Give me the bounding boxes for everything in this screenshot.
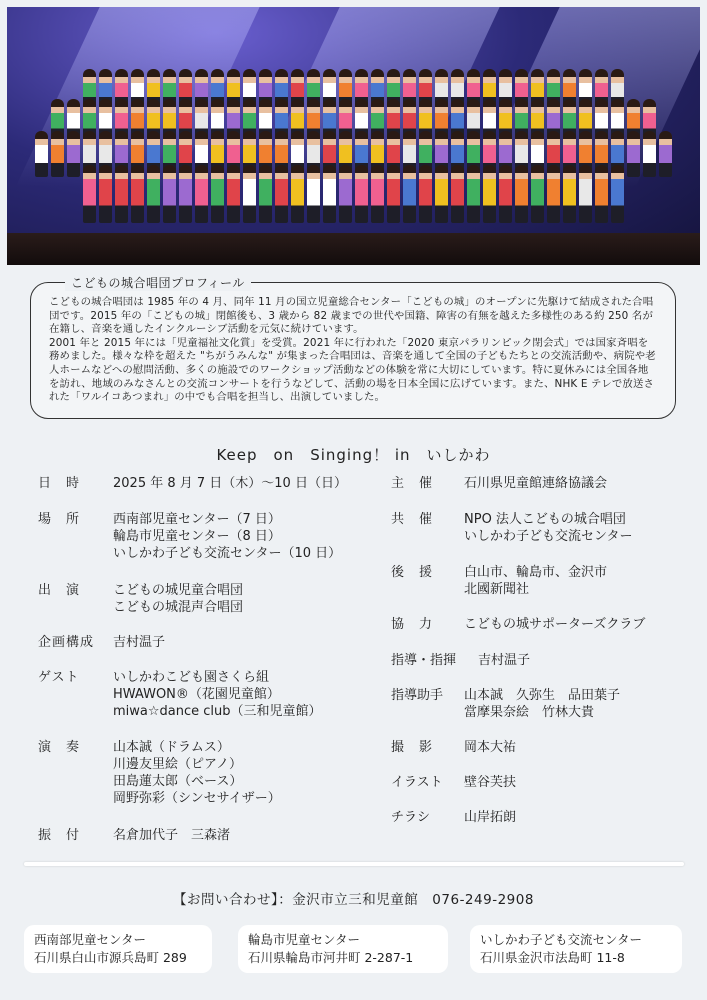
profile-paragraph: 2001 年と 2015 年には「児童福祉文化賞」を受賞。2021 年に行われた「2020 東京パラリンピック閉会式」では国家斉唱を務めました。様々な枠を超えた "ちがうみんな" が集まった合唱団は、音楽を通して全国の子どもたちとの交流活動や、病院や老人ホームなどへの慰問活動、多くの施設でのワークショップ活動などの体験を常に大切にしています。特に夏休みには全国各地を訪れ、地域のみなさんとの交流コンサートを行うなどして、活動の場を日本全国に広げています。また、NHK E テレで放送された「ワルイコあつまれ」の中でも合唱を担当し、出演していました。 (49, 336, 656, 404)
detail-value: 山本誠（ドラムス） 川邊友里絵（ピアノ） 田島蓮太郎（ベース） 岡野弥彩（シンセサイザー） (113, 740, 281, 806)
detail-label: 振 付 (38, 828, 81, 843)
choir-member (243, 165, 256, 223)
detail-value: 名倉加代子 三森渚 (113, 828, 231, 843)
stage-floor (7, 233, 700, 265)
choir-member (499, 165, 512, 223)
detail-label: 撮 影 (391, 740, 434, 755)
detail-value: NPO 法人こどもの城合唱団 いしかわ子ども交流センター (464, 512, 633, 544)
detail-label: 共 催 (391, 512, 434, 527)
choir-member (563, 165, 576, 223)
divider (24, 862, 684, 866)
detail-label: チラシ (391, 810, 431, 825)
detail-label: 出 演 (38, 583, 81, 598)
choir-member (467, 165, 480, 223)
choir-photo (7, 7, 700, 265)
venue-card (470, 925, 682, 973)
profile-box (30, 276, 676, 419)
event-title: Keep on Singing！ in いしかわ (216, 446, 491, 464)
choir-member (307, 165, 320, 223)
detail-value: こどもの城サポーターズクラブ (464, 617, 646, 632)
detail-label: ゲスト (38, 670, 80, 685)
detail-label: 後 援 (391, 565, 434, 580)
choir-member (163, 165, 176, 223)
venue-name: 西南部児童センター (34, 932, 147, 947)
detail-label: 主 催 (391, 476, 434, 491)
choir-member (179, 165, 192, 223)
choir-member (611, 165, 624, 223)
choir-member (211, 165, 224, 223)
choir-member (131, 165, 144, 223)
choir-member (339, 165, 352, 223)
venue-card (238, 925, 448, 973)
choir-member (99, 165, 112, 223)
choir-member (291, 165, 304, 223)
profile-paragraph: こどもの城合唱団は 1985 年の 4 月、同年 11 月の国立児童総合センター「こどもの城」のオープンに先駆けて結成された合唱団です。2015 年の「こどもの城」閉館後も、3 歳から 82 歳までの世代や国籍、障害の有無を越えた多様性のある約 250 名が在籍し、音楽を通したインクルーシブ活動を元気に続けています。 (49, 296, 654, 336)
choir-member (387, 165, 400, 223)
detail-label: 場 所 (38, 512, 81, 527)
detail-label: 協 力 (391, 617, 434, 632)
choir-member (547, 165, 560, 223)
venue-address: 石川県白山市源兵島町 289 (34, 950, 187, 965)
choir-member (531, 165, 544, 223)
choir-member (115, 165, 128, 223)
choir-member (355, 165, 368, 223)
venue-card (24, 925, 212, 973)
contact-info: 【お問い合わせ】：金沢市立三和児童館 076-249-2908 (173, 892, 534, 908)
detail-label: 指導・指揮 (391, 653, 457, 668)
detail-value: 山本誠 久弥生 品田葉子 當摩果奈絵 竹林大貴 (464, 688, 621, 720)
choir-member (195, 165, 208, 223)
venue-name: 輪島市児童センター (248, 932, 361, 947)
choir-member (483, 165, 496, 223)
choir-member (371, 165, 384, 223)
detail-value: 2025 年 8 月 7 日（木）〜10 日（日） (113, 476, 347, 491)
detail-label: 指導助手 (391, 688, 444, 703)
profile-title: こどもの城合唱団プロフィール (65, 274, 251, 291)
detail-value: 吉村温子 (113, 635, 166, 650)
choir-member (147, 165, 160, 223)
choir-member (435, 165, 448, 223)
choir-member (275, 165, 288, 223)
detail-label: 日 時 (38, 476, 81, 491)
detail-value: 壁谷芙扶 (464, 775, 517, 790)
detail-value: いしかわこども園さくら組 HWAWON®（花園児童館） miwa☆dance club（三和児童館） (113, 670, 322, 719)
choir-member (595, 165, 608, 223)
choir-member (83, 165, 96, 223)
detail-label: 企画構成 (38, 635, 95, 650)
detail-label: 演 奏 (38, 740, 81, 755)
venue-address: 石川県金沢市法島町 11-8 (480, 950, 625, 965)
detail-label: イラスト (391, 775, 443, 790)
choir-member (323, 165, 336, 223)
venue-name: いしかわ子ども交流センター (480, 932, 643, 947)
choir-member (403, 165, 416, 223)
choir-member (259, 165, 272, 223)
detail-value: 西南部児童センター（7 日） 輪島市児童センター（8 日） いしかわ子ども交流センター（10 日） (113, 512, 342, 561)
choir-member (451, 165, 464, 223)
detail-value: 山岸拓朗 (464, 810, 517, 825)
choir-member (419, 165, 432, 223)
choir-member (579, 165, 592, 223)
choir-members (17, 69, 690, 244)
detail-value: こどもの城児童合唱団 こどもの城混声合唱団 (113, 583, 244, 615)
detail-value: 吉村温子 (478, 653, 531, 668)
choir-member (515, 165, 528, 223)
choir-row (17, 165, 690, 223)
venue-address: 石川県輪島市河井町 2-287-1 (248, 950, 414, 965)
detail-value: 岡本大祐 (464, 740, 517, 755)
choir-member (227, 165, 240, 223)
detail-value: 石川県児童館連絡協議会 (464, 476, 608, 491)
detail-value: 白山市、輪島市、金沢市 北國新聞社 (464, 565, 608, 597)
